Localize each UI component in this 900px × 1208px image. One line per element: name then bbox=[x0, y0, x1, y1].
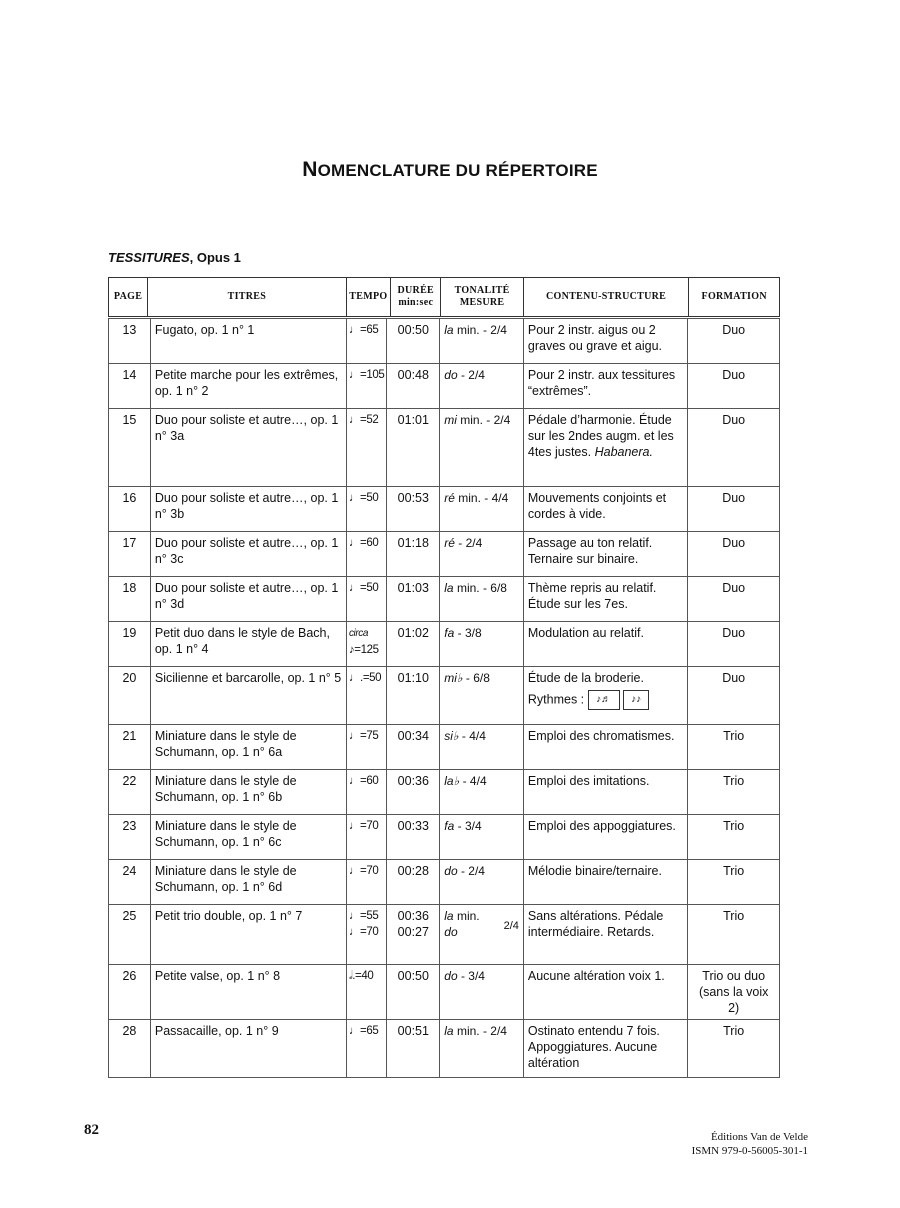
key-meter: min. - 2/4 bbox=[456, 413, 511, 427]
duration: 00:36 bbox=[397, 909, 429, 923]
tempo-mark: ♩=65 bbox=[348, 324, 379, 336]
key-name: la♭ bbox=[444, 774, 460, 788]
table-row bbox=[109, 532, 780, 577]
cell-content bbox=[523, 532, 687, 577]
cell-formation: Trio ou duo (sans la voix 2) bbox=[688, 965, 780, 1020]
cell-title: Miniature dans le style de Schumann, op. 1 n° 6a bbox=[150, 725, 346, 770]
content-text: Mélodie binaire/ternaire. bbox=[527, 864, 662, 878]
cell-tonality bbox=[440, 667, 524, 725]
cell-tempo bbox=[346, 815, 386, 860]
cell-title: Petit trio double, op. 1 n° 7 bbox=[150, 905, 346, 965]
cell-formation: Duo bbox=[688, 364, 780, 409]
cell-content bbox=[523, 577, 687, 622]
table-row bbox=[109, 364, 780, 409]
cell-page: 22 bbox=[109, 770, 151, 815]
key-meter: - 3/8 bbox=[454, 626, 482, 640]
cell-content bbox=[523, 409, 687, 487]
duration: 01:18 bbox=[397, 536, 429, 550]
key-name: la bbox=[444, 323, 454, 337]
table-row bbox=[109, 409, 780, 487]
cell-content bbox=[523, 364, 687, 409]
header-tempo: TEMPO bbox=[346, 278, 390, 317]
cell-tonality bbox=[440, 319, 524, 364]
cell-content bbox=[523, 770, 687, 815]
key-meter: min. - 2/4 bbox=[453, 1024, 507, 1038]
content-text: Mouvements conjoints et cordes à vide. bbox=[527, 491, 667, 521]
content-text: Étude de la broderie. bbox=[527, 671, 644, 685]
content-text: Emploi des chromatismes. bbox=[527, 729, 675, 743]
cell-duration bbox=[387, 532, 440, 577]
table-row bbox=[109, 725, 780, 770]
key-name: do bbox=[444, 864, 458, 878]
cell-content bbox=[523, 487, 687, 532]
cell-page: 14 bbox=[109, 364, 151, 409]
cell-content bbox=[523, 965, 687, 1020]
table-row bbox=[109, 622, 780, 667]
tempo-mark-2: ♩=70 bbox=[348, 926, 379, 938]
content-text: Emploi des imitations. bbox=[527, 774, 650, 788]
cell-tempo bbox=[346, 965, 386, 1020]
duration: 01:01 bbox=[397, 413, 429, 427]
duration: 00:48 bbox=[397, 368, 429, 382]
table-header bbox=[108, 277, 780, 317]
cell-content bbox=[523, 622, 687, 667]
key-meter: min. - 2/4 bbox=[453, 323, 507, 337]
table-row bbox=[109, 319, 780, 364]
table-row bbox=[109, 860, 780, 905]
header-formation: FORMATION bbox=[689, 278, 780, 317]
cell-page: 25 bbox=[109, 905, 151, 965]
content-text: Thème repris au relatif. Étude sur les 7es. bbox=[527, 581, 657, 611]
key-meter: - 4/4 bbox=[459, 774, 487, 788]
key-name: mi bbox=[444, 413, 457, 427]
cell-content bbox=[523, 1020, 687, 1078]
cell-duration bbox=[387, 409, 440, 487]
cell-page: 26 bbox=[109, 965, 151, 1020]
cell-title: Duo pour soliste et autre…, op. 1 n° 3d bbox=[150, 577, 346, 622]
duration: 00:36 bbox=[397, 774, 429, 788]
key-meter: min. bbox=[453, 909, 480, 923]
tempo-mark: ♩=70 bbox=[348, 820, 379, 832]
cell-tonality bbox=[440, 860, 524, 905]
cell-duration bbox=[387, 622, 440, 667]
cell-tempo bbox=[346, 577, 386, 622]
cell-title: Miniature dans le style de Schumann, op. 1 n° 6d bbox=[150, 860, 346, 905]
cell-formation: Duo bbox=[688, 622, 780, 667]
duration: 00:51 bbox=[397, 1024, 429, 1038]
key-name-2: do bbox=[444, 925, 458, 939]
tempo-mark: ♩=70 bbox=[348, 865, 379, 877]
cell-tempo bbox=[346, 770, 386, 815]
cell-formation: Duo bbox=[688, 487, 780, 532]
cell-content bbox=[523, 319, 687, 364]
page-title: NOMENCLATURE DU RÉPERTOIRE bbox=[302, 158, 598, 181]
tempo-mark: ♩=50 bbox=[348, 492, 379, 504]
cell-content bbox=[523, 860, 687, 905]
tempo-mark: ♩=65 bbox=[348, 1025, 379, 1037]
cell-tonality bbox=[440, 577, 524, 622]
cell-tonality bbox=[440, 364, 524, 409]
cell-title: Fugato, op. 1 n° 1 bbox=[150, 319, 346, 364]
cell-title: Miniature dans le style de Schumann, op. 1 n° 6c bbox=[150, 815, 346, 860]
cell-title: Sicilienne et barcarolle, op. 1 n° 5 bbox=[150, 667, 346, 725]
cell-duration bbox=[387, 815, 440, 860]
cell-tonality bbox=[440, 487, 524, 532]
key-meter: - 6/8 bbox=[462, 671, 490, 685]
cell-title: Miniature dans le style de Schumann, op. 1 n° 6b bbox=[150, 770, 346, 815]
key-meter: - 4/4 bbox=[458, 729, 486, 743]
cell-content bbox=[523, 725, 687, 770]
duration: 00:34 bbox=[397, 729, 429, 743]
cell-page: 15 bbox=[109, 409, 151, 487]
cell-tonality bbox=[440, 532, 524, 577]
cell-formation: Duo bbox=[688, 409, 780, 487]
cell-page: 20 bbox=[109, 667, 151, 725]
cell-tempo bbox=[346, 409, 386, 487]
content-italic: Habanera. bbox=[594, 445, 653, 459]
cell-tonality bbox=[440, 770, 524, 815]
cell-tonality bbox=[440, 905, 524, 965]
cell-title: Duo pour soliste et autre…, op. 1 n° 3c bbox=[150, 532, 346, 577]
page-number: 82 bbox=[84, 1122, 99, 1138]
key-name: ré bbox=[444, 536, 455, 550]
publisher-info bbox=[692, 1130, 808, 1158]
key-meter: - 2/4 bbox=[457, 368, 485, 382]
tempo-mark: ♪=125 bbox=[348, 644, 379, 656]
cell-title: Duo pour soliste et autre…, op. 1 n° 3b bbox=[150, 487, 346, 532]
cell-tempo bbox=[346, 319, 386, 364]
cell-formation: Trio bbox=[688, 860, 780, 905]
cell-tonality bbox=[440, 622, 524, 667]
table-row bbox=[109, 815, 780, 860]
cell-duration bbox=[387, 667, 440, 725]
cell-duration bbox=[387, 770, 440, 815]
cell-tonality bbox=[440, 725, 524, 770]
content-text: Passage au ton relatif. Ternaire sur binaire. bbox=[527, 536, 653, 566]
key-meter: - 2/4 bbox=[454, 536, 483, 550]
section-subtitle: TESSITURES, Opus 1 bbox=[108, 250, 241, 265]
publisher-name: Éditions Van de Velde bbox=[710, 1131, 808, 1143]
duration: 01:10 bbox=[397, 671, 429, 685]
duration: 00:50 bbox=[397, 969, 429, 983]
duration: 00:53 bbox=[397, 491, 429, 505]
cell-duration bbox=[387, 860, 440, 905]
key-meter: - 3/4 bbox=[457, 969, 485, 983]
cell-title: Duo pour soliste et autre…, op. 1 n° 3a bbox=[150, 409, 346, 487]
cell-tempo bbox=[346, 532, 386, 577]
cell-formation: Trio bbox=[688, 770, 780, 815]
tempo-circa: circa bbox=[348, 628, 369, 639]
table-row bbox=[109, 577, 780, 622]
cell-title: Petite marche pour les extrêmes, op. 1 n° 2 bbox=[150, 364, 346, 409]
header-titles: TITRES bbox=[148, 278, 347, 317]
tempo-mark: ♩=60 bbox=[348, 537, 379, 549]
cell-formation: Duo bbox=[688, 667, 780, 725]
table-row bbox=[109, 487, 780, 532]
repertoire-table bbox=[108, 318, 780, 1078]
cell-tempo bbox=[346, 1020, 386, 1078]
cell-title: Passacaille, op. 1 n° 9 bbox=[150, 1020, 346, 1078]
cell-duration bbox=[387, 725, 440, 770]
duration: 00:33 bbox=[397, 819, 429, 833]
cell-duration bbox=[387, 577, 440, 622]
tempo-mark: ♩.=50 bbox=[348, 672, 382, 684]
duration: 01:03 bbox=[397, 581, 429, 595]
cell-duration bbox=[387, 905, 440, 965]
tempo-mark: ♩=52 bbox=[348, 414, 379, 426]
cell-tonality bbox=[440, 1020, 524, 1078]
cell-duration bbox=[387, 487, 440, 532]
cell-formation: Trio bbox=[688, 1020, 780, 1078]
header-duree: DURÉE min:sec bbox=[391, 278, 441, 317]
cell-tempo bbox=[346, 860, 386, 905]
rhythm-label: Rythmes : bbox=[527, 692, 585, 707]
duration: 00:50 bbox=[397, 323, 429, 337]
duration: 01:02 bbox=[397, 626, 429, 640]
cell-page: 17 bbox=[109, 532, 151, 577]
rhythm-figure-icon: ♪♬ bbox=[588, 690, 620, 710]
table-row bbox=[109, 770, 780, 815]
content-text: Emploi des appoggiatures. bbox=[527, 819, 676, 833]
key-meter: - 3/4 bbox=[454, 819, 482, 833]
tempo-mark: ♩=105 bbox=[348, 369, 385, 381]
tempo-mark: ♩=55 bbox=[348, 910, 379, 922]
cell-page: 21 bbox=[109, 725, 151, 770]
key-name: la bbox=[444, 909, 454, 923]
duration: 00:28 bbox=[397, 864, 429, 878]
content-text: Pour 2 instr. aigus ou 2 graves ou grave et aigu. bbox=[527, 323, 662, 353]
key-name: do bbox=[444, 368, 458, 382]
content-text: Aucune altération voix 1. bbox=[527, 969, 665, 983]
cell-tonality bbox=[440, 409, 524, 487]
cell-formation: Trio bbox=[688, 815, 780, 860]
key-meter-2: 2/4 bbox=[503, 920, 519, 932]
table-row bbox=[109, 905, 780, 965]
content-text: Sans altérations. Pédale intermédiaire. Retards. bbox=[527, 909, 664, 939]
cell-page: 13 bbox=[109, 319, 151, 364]
table-row bbox=[109, 965, 780, 1020]
key-meter: - 2/4 bbox=[457, 864, 485, 878]
cell-page: 18 bbox=[109, 577, 151, 622]
cell-content bbox=[523, 905, 687, 965]
cell-formation: Duo bbox=[688, 532, 780, 577]
cell-duration bbox=[387, 319, 440, 364]
tempo-mark: 𝅗𝅥.=40 bbox=[348, 970, 374, 982]
content-text: Pédale d’harmonie. Étude sur les 2ndes augm. et les 4tes justes. bbox=[527, 413, 674, 459]
table-body bbox=[109, 319, 780, 1078]
cell-page: 23 bbox=[109, 815, 151, 860]
key-name: la bbox=[444, 1024, 454, 1038]
cell-tempo bbox=[346, 364, 386, 409]
key-name: si♭ bbox=[444, 729, 459, 743]
key-meter: min. - 6/8 bbox=[453, 581, 507, 595]
key-name: do bbox=[444, 969, 458, 983]
header-contenu: CONTENU-STRUCTURE bbox=[523, 278, 689, 317]
cell-title: Petit duo dans le style de Bach, op. 1 n° 4 bbox=[150, 622, 346, 667]
cell-tempo bbox=[346, 487, 386, 532]
tempo-mark: ♩=50 bbox=[348, 582, 379, 594]
duration-2: 00:27 bbox=[397, 925, 429, 939]
cell-page: 24 bbox=[109, 860, 151, 905]
cell-tempo bbox=[346, 667, 386, 725]
cell-duration bbox=[387, 364, 440, 409]
cell-title: Petite valse, op. 1 n° 8 bbox=[150, 965, 346, 1020]
cell-content bbox=[523, 815, 687, 860]
key-name: la bbox=[444, 581, 454, 595]
key-meter: min. - 4/4 bbox=[454, 491, 509, 505]
ismn: ISMN 979-0-56005-301-1 bbox=[691, 1145, 808, 1157]
cell-page: 19 bbox=[109, 622, 151, 667]
cell-tonality bbox=[440, 815, 524, 860]
rhythm-figure-icon: ♪♪ bbox=[623, 690, 649, 710]
cell-page: 28 bbox=[109, 1020, 151, 1078]
cell-duration bbox=[387, 965, 440, 1020]
content-text: Ostinato entendu 7 fois. Appoggiatures. Aucune altération bbox=[527, 1024, 660, 1070]
cell-tempo bbox=[346, 725, 386, 770]
tempo-mark: ♩=75 bbox=[348, 730, 379, 742]
key-name: fa bbox=[444, 819, 455, 833]
cell-page: 16 bbox=[109, 487, 151, 532]
tempo-mark: ♩=60 bbox=[348, 775, 379, 787]
header-page: PAGE bbox=[109, 278, 148, 317]
cell-formation: Trio bbox=[688, 725, 780, 770]
cell-tempo bbox=[346, 622, 386, 667]
key-name: ré bbox=[444, 491, 455, 505]
cell-formation: Duo bbox=[688, 577, 780, 622]
cell-tonality bbox=[440, 965, 524, 1020]
cell-content bbox=[523, 667, 687, 725]
table-row bbox=[109, 667, 780, 725]
cell-formation: Duo bbox=[688, 319, 780, 364]
table-row bbox=[109, 1020, 780, 1078]
content-text: Pour 2 instr. aux tessitures “extrêmes”. bbox=[527, 368, 676, 398]
cell-duration bbox=[387, 1020, 440, 1078]
header-tonalite: TONALITÉ MESURE bbox=[441, 278, 523, 317]
key-name: mi♭ bbox=[444, 671, 463, 685]
cell-tempo bbox=[346, 905, 386, 965]
key-name: fa bbox=[444, 626, 455, 640]
cell-formation: Trio bbox=[688, 905, 780, 965]
content-text: Modulation au relatif. bbox=[527, 626, 644, 640]
